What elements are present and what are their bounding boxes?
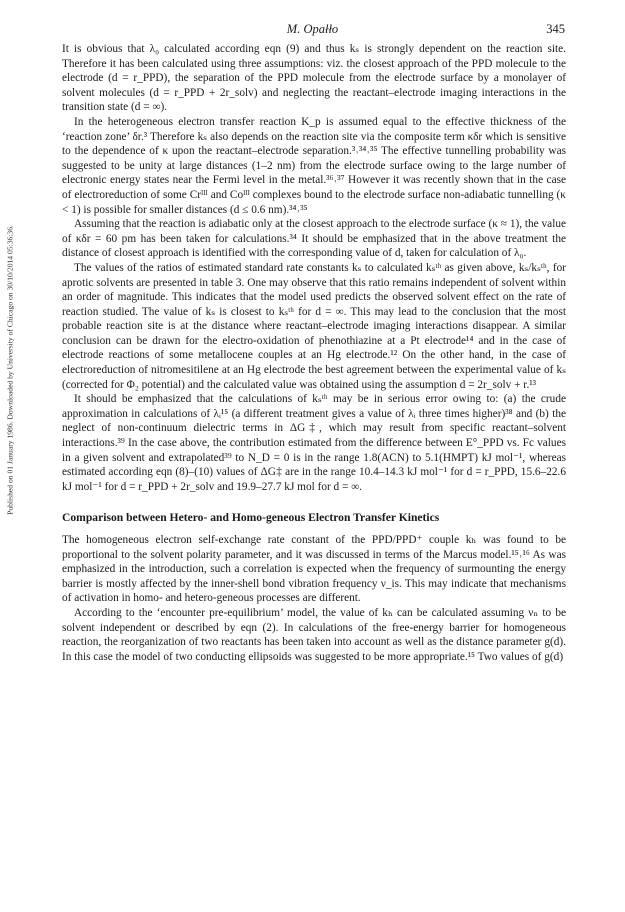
paragraph: The values of the ratios of estimated standard rate constants kₛ to calculated kₛᵗʰ as given above, kₛ/kₛᵗʰ, for aprotic solvents are presented in table 3. One may observe that this ratio remains independent of solvent within an order of magnitude. This indicates that the model used predicts the observed solvent effect on the rate of reaction studied. The value of kₛ is closest to kₛᵗʰ for d = ∞. This may lead to the conclusion that the most probable reaction site is at the distance where reactant–electrode imaging interactions disappear. A similar conclusion can be drawn for the electro-oxidation of phenothiazine at a Pt electrode¹⁴ and in the case of electrode reactions of some metallocene couples at an Hg electrode.¹² On the other hand, in the case of electroreduction of nitromesitilene at an Hg electrode the best agreement between the experimental value of kₛ (corrected for Φ₂ potential) and the calculated value was obtained using the assumption d = 2r_solv + r.¹³ (62, 261, 566, 391)
publication-note-margin (3, 150, 17, 590)
page-header (60, 22, 565, 38)
paragraph: It is obvious that λ₀ calculated according eqn (9) and thus kₛ is strongly dependent on the reaction site. Therefore it has been calculated using three assumptions: viz. the closest approach of the PPD molecule to the electrode (d = r_PPD), the separation of the PPD molecule from the electrode surface by a monolayer of solvent molecules (d = r_PPD + 2r_solv) and neglecting the reactant–electrode imaging interactions in the transition state (d = ∞). (62, 43, 566, 114)
section-heading: Comparison between Hetero- and Homo-geneous Electron Transfer Kinetics (62, 511, 440, 525)
paragraph: According to the ‘encounter pre-equilibrium’ model, the value of kₕ can be calculated assuming νₙ to be solvent independent or described by eqn (2). In calculations of the free-energy barrier for homogeneous reaction, the reorganization of two reactants has been taken into account as well as the distance parameter g(d). In this case the model of two conducting ellipsoids was suggested to be more appropriate.¹⁵ Two values of g(d) (62, 606, 566, 663)
paragraph: The homogeneous electron self-exchange rate constant of the PPD/PPD⁺ couple kₕ was found to be proportional to the solvent polarity parameter, and it was discussed in terms of the Marcus model.¹⁵˒¹⁶ As was emphasized in the introduction, such a correlation is expected when the frequency of surmounting the energy barrier is mostly affected by the inner-shell bond vibration frequency ν_is. This may indicate that mechanisms of activation in homo- and hetero-geneous processes are different. (62, 534, 566, 605)
paragraph: In the heterogeneous electron transfer reaction K_p is assumed equal to the effective thickness of the ‘reaction zone’ δr.³ Therefore kₛ also depends on the reaction site via the composite term κδr which is sensitive to the dependence of κ upon the reactant–electrode separation.³˒³⁴˒³⁵ The effective tunnelling probability was suggested to be unity at large distances (1–2 nm) from the electrode surface owing to the large number of electronic energy states near the Fermi level in the metal.³⁶˒³⁷ However it was recently shown that in the case of electroreduction of some Crᴵᴵᴵ and Coᴵᴵᴵ complexes bound to the electrode surface non-adiabatic tunnelling (κ < 1) is possible for smaller distances (d ≤ 0.6 nm).³⁴˒³⁵ (62, 115, 566, 216)
page-number: 345 (546, 22, 565, 36)
article-body (62, 42, 566, 664)
running-head-author: M. Opałło (286, 22, 339, 36)
paragraph: Assuming that the reaction is adiabatic only at the closest approach to the electrode surface (κ ≈ 1), the value of κδr = 60 pm has been taken for calculations.³⁴ It should be emphasized that in the above treatment the distance of closest approach is identified with the corresponding value of d, taken for calculation of λ₀. (62, 218, 566, 260)
paragraph: It should be emphasized that the calculations of kₛᵗʰ may be in serious error owing to: (a) the crude approximation in calculations of λᵢ¹⁵ (a different treatment gives a value of λᵢ three times higher)³⁸ and (b) the neglect of non-continuum dielectric terms in ΔG‡, which may result from specific reactant–solvent interactions.³⁹ In the case above, the contribution estimated from the difference between E°_PPD vs. Fc values in a given solvent and extrapolated³⁹ to N_D = 0 is in the range 1.8(ACN) to 5.1(HMPT) kJ mol⁻¹, whereas estimated according eqn (8)–(10) values of ΔG‡ are in the range 10.4–14.3 kJ mol⁻¹ for d = r_PPD, 15.6–22.6 kJ mol⁻¹ for d = r_PPD + 2r_solv and 19.9–27.7 kJ mol for d = ∞. (62, 393, 566, 493)
publication-note: Published on 01 January 1986. Downloaded by University of Chicago on 30/10/2014 05:36:36. (5, 225, 15, 515)
